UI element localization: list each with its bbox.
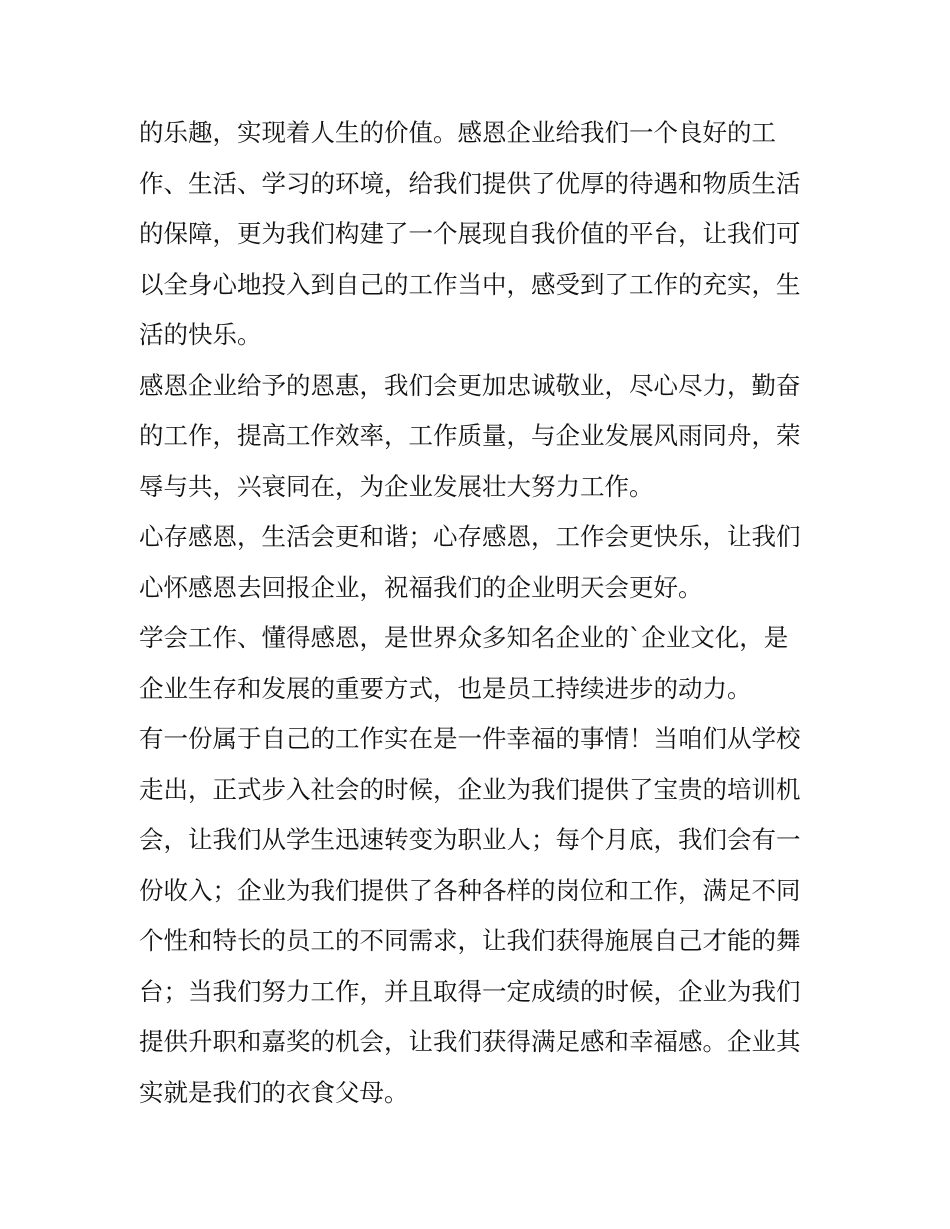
text-line: 感恩企业给予的恩惠，我们会更加忠诚敬业，尽心尽力，勤奋 (139, 370, 801, 400)
text-line: 实就是我们的衣食父母。 (139, 1077, 409, 1107)
text-line: 走出，正式步入社会的时候，企业为我们提供了宝贵的培训机 (139, 774, 801, 804)
text-line: 以全身心地投入到自己的工作当中，感受到了工作的充实，生 (139, 269, 801, 299)
text-line: 心怀感恩去回报企业，祝福我们的企业明天会更好。 (139, 572, 703, 602)
text-line: 辱与共，兴衰同在，为企业发展壮大努力工作。 (139, 471, 654, 501)
text-line: 个性和特长的员工的不同需求，让我们获得施展自己才能的舞 (139, 926, 801, 955)
text-line: 活的快乐。 (139, 320, 262, 349)
text-line: 企业生存和发展的重要方式，也是员工持续进步的动力。 (139, 673, 752, 703)
text-line: 的保障，更为我们构建了一个展现自我价值的平台，让我们可 (139, 219, 801, 248)
text-line: 的工作，提高工作效率，工作质量，与企业发展风雨同舟，荣 (139, 421, 801, 450)
text-line: 提供升职和嘉奖的机会，让我们获得满足感和幸福感。企业其 (139, 1027, 801, 1056)
text-line: 学会工作、懂得感恩，是世界众多知名企业的`企业文化，是 (139, 623, 789, 652)
text-line: 会，让我们从学生迅速转变为职业人；每个月底，我们会有一 (139, 825, 801, 854)
text-line: 台；当我们努力工作，并且取得一定成绩的时候，企业为我们 (139, 976, 801, 1006)
text-line: 有一份属于自己的工作实在是一件幸福的事情！当咱们从学校 (139, 724, 801, 753)
text-line: 份收入；企业为我们提供了各种各样的岗位和工作，满足不同 (139, 875, 801, 905)
text-line: 作、生活、学习的环境，给我们提供了优厚的待遇和物质生活 (139, 168, 801, 198)
text-line: 心存感恩，生活会更和谐；心存感恩，工作会更快乐，让我们 (139, 522, 801, 551)
body-text (139, 108, 819, 1118)
text-line: 的乐趣，实现着人生的价值。感恩企业给我们一个良好的工 (139, 118, 776, 147)
